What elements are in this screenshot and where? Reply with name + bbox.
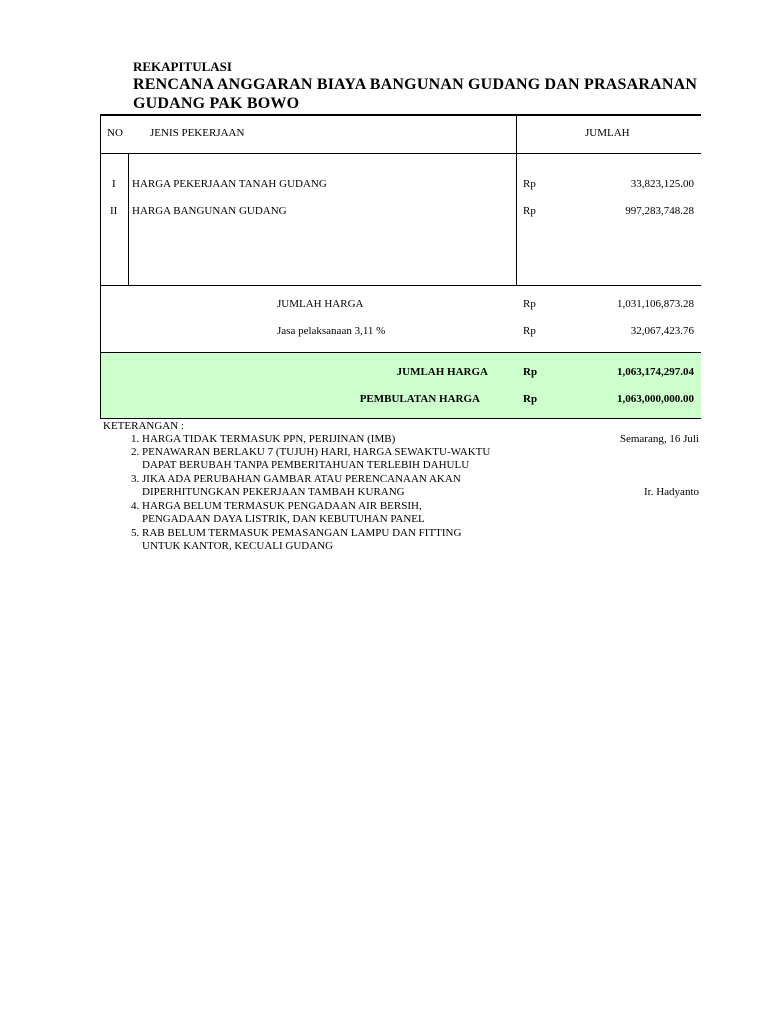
note-line: DAPAT BERUBAH TANPA PEMBERITAHUAN TERLEBIH DAHULU: [142, 459, 470, 471]
row-1-amount: 33,823,125.00: [630, 178, 694, 190]
document-label: REKAPITULASI: [133, 59, 232, 74]
table-bottom-border: [100, 418, 701, 419]
table-left-border: [100, 114, 101, 419]
notes-heading: KETERANGAN :: [103, 420, 184, 432]
service-fee-label: Jasa pelaksanaan 3,11 %: [277, 325, 386, 337]
items-bottom-border: [100, 285, 701, 286]
total-currency: Rp: [523, 366, 538, 378]
total-amount: 1,063,174,297.04: [617, 366, 694, 378]
row-1-no: I: [112, 178, 116, 190]
row-2-currency: Rp: [523, 205, 536, 217]
column-header-jumlah: JUMLAH: [585, 127, 630, 139]
note-line: DIPERHITUNGKAN PEKERJAAN TAMBAH KURANG: [142, 486, 405, 498]
note-line: UNTUK KANTOR, KECUALI GUDANG: [142, 540, 334, 552]
note-line: 3. JIKA ADA PERUBAHAN GAMBAR ATAU PERENCANAAN AKAN: [131, 473, 461, 485]
note-line: 5. RAB BELUM TERMASUK PEMASANGAN LAMPU DAN FITTING: [131, 527, 462, 539]
service-fee-amount: 32,067,423.76: [630, 325, 694, 337]
table-top-border: [100, 114, 701, 116]
subtotal-currency: Rp: [523, 298, 536, 310]
rounding-label: PEMBULATAN HARGA: [359, 393, 480, 405]
note-line: 2. PENAWARAN BERLAKU 7 (TUJUH) HARI, HARGA SEWAKTU-WAKTU: [131, 446, 491, 458]
place-date: Semarang, 16 Juli: [619, 433, 699, 445]
row-2-item: HARGA BANGUNAN GUDANG: [132, 205, 287, 217]
row-2-amount: 997,283,748.28: [625, 205, 694, 217]
signatory-name: Ir. Hadyanto: [644, 486, 699, 498]
total-top-border: [100, 352, 701, 353]
note-line: PENGADAAN DAYA LISTRIK, DAN KEBUTUHAN PANEL: [142, 513, 425, 525]
amount-column-divider: [516, 114, 517, 285]
note-line: 1. HARGA TIDAK TERMASUK PPN, PERIJINAN (IMB): [131, 433, 396, 445]
note-line: 4. HARGA BELUM TERMASUK PENGADAAN AIR BERSIH,: [131, 500, 422, 512]
column-header-no: NO: [107, 127, 123, 139]
document-subtitle: GUDANG PAK BOWO: [133, 95, 300, 112]
header-divider: [100, 153, 701, 154]
row-1-item: HARGA PEKERJAAN TANAH GUDANG: [132, 178, 327, 190]
service-fee-currency: Rp: [523, 325, 536, 337]
subtotal-label: JUMLAH HARGA: [277, 298, 364, 310]
total-band: [101, 352, 701, 418]
document-title: RENCANA ANGGARAN BIAYA BANGUNAN GUDANG DAN PRASARANAN: [133, 76, 698, 93]
row-2-no: II: [110, 205, 118, 217]
row-1-currency: Rp: [523, 178, 536, 190]
subtotal-amount: 1,031,106,873.28: [617, 298, 694, 310]
column-header-jenis: JENIS PEKERJAAN: [150, 127, 245, 139]
total-label: JUMLAH HARGA: [396, 366, 488, 378]
no-column-divider: [128, 153, 129, 285]
rounding-amount: 1,063,000,000.00: [617, 393, 694, 405]
rounding-currency: Rp: [523, 393, 538, 405]
